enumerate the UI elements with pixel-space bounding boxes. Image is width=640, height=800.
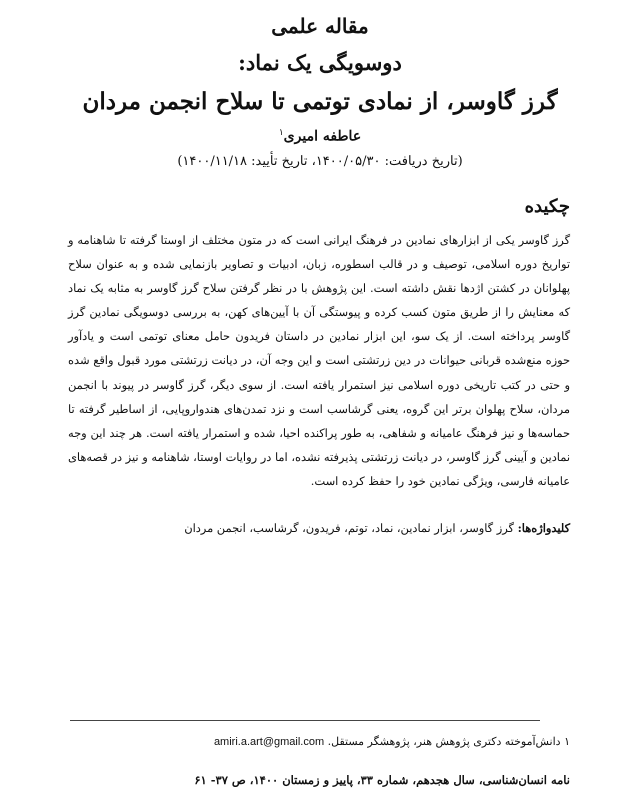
footnote-divider [70,720,540,721]
keywords-list: گرز گاوسر، ابزار نمادین، نماد، توتم، فریدون، گرشاسب، انجمن مردان [184,521,514,535]
title-line-2: گرز گاوسر، از نمادی توتمی تا سلاح انجمن مردان [82,88,558,115]
abstract-heading: چکیده [524,196,570,217]
title-line-1: دوسویگی یک نماد: [238,50,402,75]
footnote [214,735,570,748]
author-footnote-mark: ۱ [278,128,284,138]
footnote-text: دانش‌آموخته دکتری پژوهش هنر، پژوهشگر مستقل. [327,735,561,748]
article-type-label: مقاله علمی [271,14,369,38]
author-line [60,128,580,145]
footnote-number: ۱ [564,735,570,748]
author-name: عاطفه امیری [283,128,362,145]
author-email-link[interactable]: amiri.a.art@gmail.com [213,736,325,748]
journal-citation: نامه انسان‌شناسی، سال هجدهم، شماره ۳۳، پاییز و زمستان ۱۴۰۰، ص ۳۷- ۶۱ [194,773,570,787]
abstract-body: گرز گاوسر یکی از ابزارهای نمادین در فرهنگ ایرانی است که در متون مختلف از اوستا گرفته تا شاهنامه و تواریخ دوره اسلامی، توصیف و در قالب اسطوره، زبان، ادبیات و تصاویر بازنمایی شده و به عنوان سلاح پهلوانان در کشتن اژدها نقش داشته است. این پژوهش با در نظر گرفتن سلاح گرز گاوسر به مثابه یک نماد که معنایش را از طریق متون کسب کرده و پیوستگی آن با آیین‌های کهن، به بررسی دوسویگی نمادین گرز گاوسر پرداخته است. از یک سو، این ابزار نمادین در داستان فریدون حامل معنای توتمی است و یادآور حوزه منع‌شده قربانی حیوانات در دین زرتشتی است و این وجه آن، در دیانت زرتشتی مورد قبول واقع شده و حتی در کتب تاریخی دوره اسلامی نیز استمرار یافته است. از سوی دیگر، گرز گاوسر در پیوند با انجمن مردان، سلاح پهلوان برتر این گروه، یعنی گرشاسب است و نزد تمدن‌های هندواروپایی، از اساطیر گرفته تا حماسه‌ها و نیز فرهنگ عامیانه و شفاهی، به طور پراکنده احیا، شده و استمرار یافته است. هر چند این وجه نمادین و آیینی گرز گاوسر، در دیانت زرتشتی پذیرفته نشده، اما در روایات اوستا، شاهنامه و نیز در قصه‌های عامیانه فارسی، ویژگی نمادین خود را حفظ کرده است. [68,233,570,488]
dates-line: (تاریخ دریافت: ۱۴۰۰/۰۵/۳۰، تاریخ تأیید: ۱۴۰۰/۱۱/۱۸) [177,154,463,169]
keywords-line [68,521,570,535]
keywords-label: کلیدواژه‌ها: [517,521,570,535]
